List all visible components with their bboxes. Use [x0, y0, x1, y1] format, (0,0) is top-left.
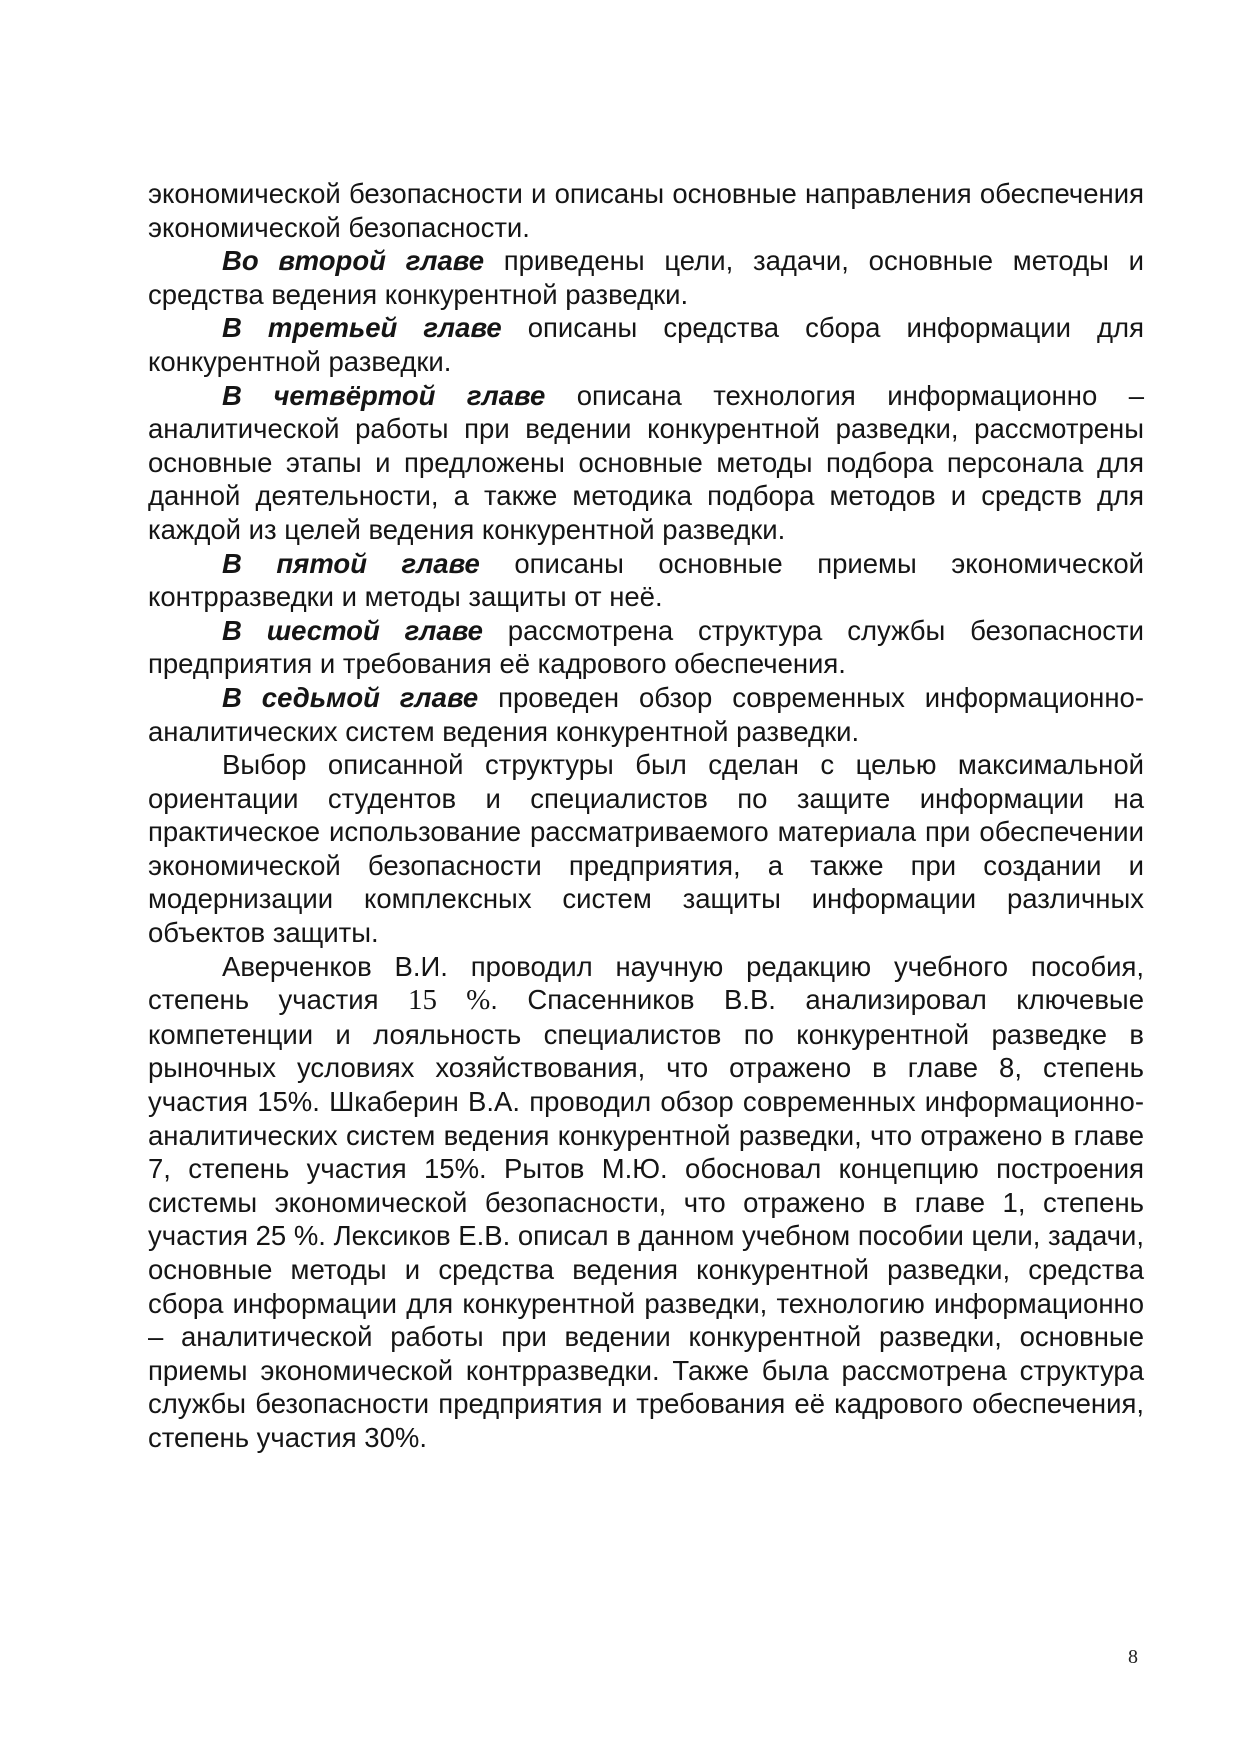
paragraph-chapter-1-continued [148, 177, 1144, 244]
paragraph-chapter-6 [148, 614, 1144, 681]
paragraph-text: описана технология информационно – аналитической работы при ведении конкурентной разведки, рассмотрены основные этапы и предложены основные методы подбора персонала для данной деятельности, а также методика подбора методов и средств для каждой из целей ведения конкурентной разведки. [148, 379, 1145, 545]
paragraph-text: описаны основные приемы экономической контрразведки и методы защиты от неё. [148, 547, 1145, 613]
paragraph-chapter-4 [148, 379, 1144, 547]
paragraph-text: . Спасенников В.В. анализировал ключевые компетенции и лояльность специалистов по конкурентной разведке в рыночных условиях хозяйствования, что отражено в главе 8, степень участия 15%. Шкаберин В.А. проводил обзор современных информационно-аналитических систем ведения конкурентной разведки, что отражено в главе 7, степень участия 15%. Рытов М.Ю. обосновал концепцию построения системы экономической безопасности, что отражено в главе 1, степень участия 25 %. Лексиков Е.В. описал в данном учебном пособии цели, задачи, основные методы и средства ведения конкурентной разведки, средства сбора информации для конкурентной разведки, технологию информационно – аналитической работы при ведении конкурентной разведки, основные приемы экономической контрразведки. Также была рассмотрена структура службы безопасности предприятия и требования её кадрового обеспечения, степень участия 30%. [148, 984, 1144, 1453]
participation-percent: 15 % [408, 984, 491, 1017]
paragraph-text: Аверченков В.И. проводил научную редакцию учебного пособия, степень участия [148, 950, 1144, 1016]
paragraph-lead: В шестой главе [222, 614, 483, 646]
paragraph-lead: В пятой главе [222, 547, 480, 579]
paragraph-text: экономической безопасности и описаны основные направления обеспечения экономической безопасности. [148, 178, 1144, 243]
paragraph-text: проведен обзор современных информационно-аналитических систем ведения конкурентной разведки. [148, 681, 1144, 747]
page-number: 8 [1128, 1646, 1138, 1668]
paragraph-chapter-7 [148, 681, 1144, 748]
paragraph-text: рассмотрена структура службы безопасности предприятия и требования её кадрового обеспечения. [148, 614, 1144, 680]
paragraph-lead: В четвёртой главе [222, 379, 546, 411]
paragraph-lead: В седьмой главе [222, 681, 479, 713]
paragraph-lead: В третьей главе [222, 312, 502, 344]
body-text [148, 177, 1144, 1455]
paragraph-chapter-2 [148, 244, 1144, 311]
paragraph-author-contributions [148, 950, 1144, 1455]
paragraph-text: Выбор описанной структуры был сделан с целью максимальной ориентации студентов и специалистов по защите информации на практическое использование рассматриваемого материала при обеспечении экономической безопасности предприятия, а также при создании и модернизации комплексных систем защиты информации различных объектов защиты. [148, 749, 1144, 949]
paragraph-text: приведены цели, задачи, основные методы и средства ведения конкурентной разведки. [148, 245, 1144, 310]
paragraph-lead: Во второй главе [222, 245, 484, 277]
paragraph-structure-rationale [148, 748, 1144, 950]
paragraph-chapter-3 [148, 311, 1144, 378]
paragraph-chapter-5 [148, 547, 1144, 614]
paragraph-text: описаны средства сбора информации для конкурентной разведки. [148, 312, 1144, 377]
